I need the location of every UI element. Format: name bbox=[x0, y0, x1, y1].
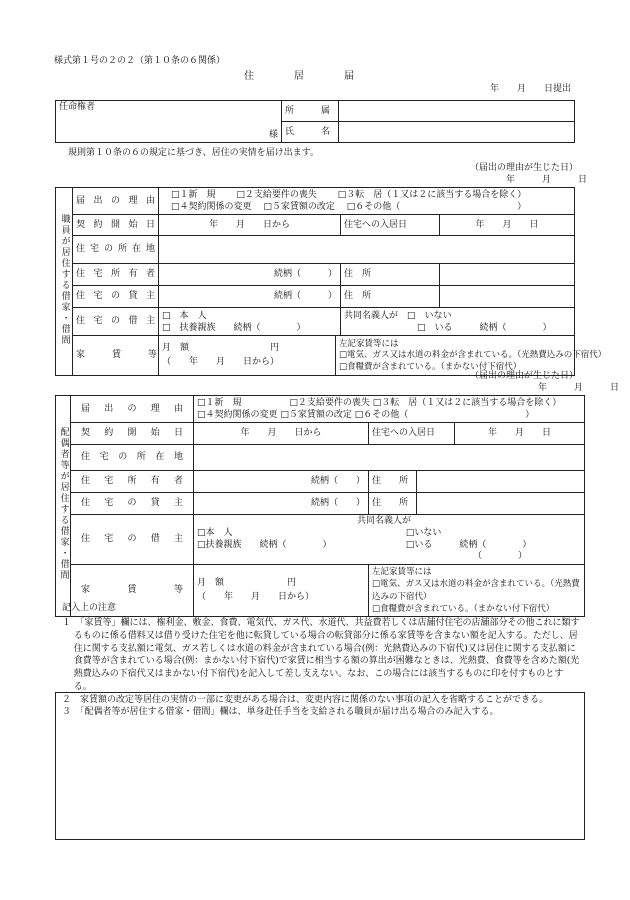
s1-joint-opts bbox=[341, 308, 575, 336]
s2-side-label: 配偶者等が居住する借家・借間 bbox=[56, 396, 71, 617]
s1-borrower-dependent[interactable]: □ 扶養親族 続柄（ ） bbox=[162, 322, 306, 333]
s2-borrower-self[interactable]: □本 人 bbox=[197, 527, 233, 538]
s1-lender-rel[interactable]: 続柄（ ） bbox=[159, 286, 341, 308]
s2-reason-other[interactable]: □６その他（ ） bbox=[354, 410, 535, 421]
s1-reason-rent[interactable]: □５家賃額の改定 bbox=[263, 202, 335, 213]
s2-owner-rel[interactable]: 続柄（ ） bbox=[194, 471, 369, 493]
s2-rent-note-head: 左記家賃等には bbox=[372, 567, 432, 578]
s1-reason-other[interactable]: □６その他（ ） bbox=[346, 202, 527, 213]
s1-address-label: 住宅の所在地 bbox=[73, 236, 159, 264]
s1-rent-note-utilities[interactable]: □電気、ガス又は水道の料金が含まれている。（光熱費込みの下宿代） bbox=[339, 350, 607, 361]
s2-reason-lost[interactable]: □２支給要件の喪失 bbox=[289, 398, 370, 408]
s1-borrower-opts bbox=[159, 308, 341, 336]
s2-reason-new[interactable]: □１新 規 bbox=[197, 398, 242, 408]
s2-owner-addr: 住 所 bbox=[369, 471, 417, 493]
s1-reason-label: 届出の理由 bbox=[73, 188, 159, 215]
s1-contract-label: 契約開始日 bbox=[73, 215, 159, 236]
s2-reason-date: 年 月 日 bbox=[538, 383, 620, 393]
s2-reason-date-note: （届出の理由が生じた日） bbox=[470, 371, 579, 381]
remarks-box[interactable] bbox=[55, 692, 585, 840]
s2-rent-amount: 月 額 円 bbox=[197, 578, 297, 589]
s1-rent-label: 家 賃 等 bbox=[73, 336, 159, 376]
s2-rent-note-meals[interactable]: □食糧費が含まれている。（まかない付下宿代） bbox=[372, 603, 555, 614]
s2-reason-label: 届出の理由 bbox=[71, 396, 194, 423]
notes-heading: 記入上の注意 bbox=[62, 603, 117, 613]
s1-owner-label: 住宅所有者 bbox=[73, 264, 159, 286]
s2-lender-label: 住宅の貸主 bbox=[71, 493, 194, 515]
s2-contract-label: 契約開始日 bbox=[71, 423, 194, 445]
s1-rent-amount-cell[interactable] bbox=[159, 336, 336, 376]
s1-rent-amount: 月 額 円 bbox=[162, 343, 280, 354]
s1-side-label: 職員が居住する借家・借間 bbox=[56, 188, 73, 376]
s2-address-field[interactable] bbox=[194, 445, 585, 471]
recipient-table bbox=[55, 100, 575, 143]
s1-rent-note-meals[interactable]: □食糧費が含まれている。（まかない付下宿代） bbox=[339, 361, 522, 372]
affiliation-label: 所 属 bbox=[282, 101, 339, 122]
s2-rent-amount-cell[interactable] bbox=[194, 565, 369, 617]
name-label: 氏 名 bbox=[282, 122, 339, 143]
s2-owner-addr-field[interactable] bbox=[417, 471, 585, 493]
s1-owner-addr-field[interactable] bbox=[440, 264, 575, 286]
s2-lender-addr-field[interactable] bbox=[417, 493, 585, 515]
s1-owner-rel[interactable]: 続柄（ ） bbox=[159, 264, 341, 286]
s2-rent-note-utilities[interactable]: □電気、ガス又は水道の料金が含まれている。（光熱費込みの下宿代） bbox=[372, 579, 580, 602]
s1-joint-label: 共同名義人が bbox=[344, 310, 399, 321]
s2-address-label: 住宅の所在地 bbox=[71, 445, 194, 471]
s2-borrower-opts bbox=[194, 515, 585, 565]
submit-date: 年 月 日提出 bbox=[490, 84, 572, 94]
s2-joint-exists[interactable]: □いる 続柄（ ） bbox=[405, 539, 532, 550]
authority-label: 任命権者 bbox=[59, 102, 96, 112]
s2-joint-rel-extra[interactable]: （ ） bbox=[473, 551, 528, 562]
s2-reason-contract[interactable]: □４契約関係の変更 bbox=[197, 410, 278, 421]
intro-text: 規則第１０条の６の規定に基づき、居住の実情を届け出ます。 bbox=[68, 148, 319, 158]
s2-reason-rent[interactable]: □５家賃額の改定 bbox=[280, 410, 352, 421]
affiliation-field[interactable] bbox=[339, 101, 575, 122]
s1-reason-date: 年 月 日 bbox=[506, 175, 588, 185]
s1-reason-date-note: （届出の理由が生じた日） bbox=[470, 163, 579, 173]
s1-lender-addr-field[interactable] bbox=[440, 286, 575, 308]
s1-rent-note-head: 左記家賃等には bbox=[339, 338, 399, 349]
s1-contract-value[interactable]: 年 月 日から bbox=[159, 215, 341, 236]
s2-reason-move[interactable]: □３転 居（１又は２に該当する場合を除く） bbox=[372, 398, 562, 408]
s2-lender-rel[interactable]: 続柄（ ） bbox=[194, 493, 369, 515]
s2-rent-label: 家 賃 等 bbox=[71, 565, 194, 617]
note-item-3: ３ 「配偶者等が居住する借家・借間」欄は、単身赴任手当を支給される職員が届け出る場合のみ記入する。 bbox=[62, 707, 499, 718]
note-item-1: １ 「家賃等」欄には、権利金、敷金、食費、電気代、ガス代、水道代、共益費若しくは店舗付住宅の店舗部分その他これに類するものに係る借料又は借り受けた住宅を他に転貸している場合の転貸部分に係る家賃等を含まない額を記入する。ただし、居住に関する支払額に電気、ガス若しくは水道の料金が含まれている場合(例：光熱費込みの下宿代)又は居住に関する支払額に食費等が含まれている場合(例：まかない付下宿代)で家賃に相当する額の算出が困難なときは、光熱費、食費等を含めた額(光熱費込みの下宿代又はまかない付下宿代)を記入して差し支えない。なお、この場合には該当するものに印を付すものとする。 bbox=[62, 618, 580, 692]
s2-rent-note bbox=[369, 565, 585, 617]
s1-owner-addr: 住 所 bbox=[341, 264, 440, 286]
s1-movein-label: 住宅への入居日 bbox=[341, 215, 440, 236]
s2-movein-label: 住宅への入居日 bbox=[369, 423, 455, 445]
s1-movein-value[interactable]: 年 月 日 bbox=[440, 215, 575, 236]
s1-reason-lost[interactable]: □２支給要件の喪失 bbox=[236, 190, 317, 200]
s1-borrower-self[interactable]: □ 本 人 bbox=[162, 310, 207, 321]
s2-joint-label: 共同名義人が bbox=[357, 516, 412, 527]
note-item-2: ２ 家賃額の改定等居住の実情の一部に変更がある場合は、変更内容に関係のない事項の記入を省略することができる。 bbox=[62, 694, 549, 705]
s1-address-field[interactable] bbox=[159, 236, 575, 264]
section2-table bbox=[55, 395, 585, 617]
sama-label: 様 bbox=[268, 130, 278, 141]
s2-owner-label: 住宅所有者 bbox=[71, 471, 194, 493]
s2-movein-value[interactable]: 年 月 日 bbox=[455, 423, 585, 445]
s1-lender-label: 住宅の貸主 bbox=[73, 286, 159, 308]
form-title: 住 居 届 bbox=[244, 71, 354, 82]
s2-borrower-dependent[interactable]: □扶養親族 続柄（ ） bbox=[197, 539, 332, 550]
s1-reason-move[interactable]: □３転 居（１又は２に該当する場合を除く） bbox=[337, 190, 527, 200]
s1-borrower-label: 住宅の借主 bbox=[73, 308, 159, 336]
s2-joint-none[interactable]: □いない bbox=[405, 527, 442, 538]
s1-reason-new[interactable]: □１新 規 bbox=[171, 190, 216, 200]
s1-reason-contract[interactable]: □４契約関係の変更 bbox=[171, 202, 252, 213]
name-field[interactable] bbox=[339, 122, 575, 143]
s1-reasons bbox=[159, 188, 575, 215]
s1-joint-exists[interactable]: □ いる 続柄（ ） bbox=[417, 322, 552, 333]
s2-reasons bbox=[194, 396, 585, 423]
s2-rent-from: （ 年 月 日から） bbox=[197, 591, 315, 602]
authority-cell bbox=[56, 101, 282, 143]
s1-lender-addr: 住 所 bbox=[341, 286, 440, 308]
s2-contract-value[interactable]: 年 月 日から bbox=[194, 423, 369, 445]
s1-rent-from: （ 年 月 日から） bbox=[162, 356, 280, 367]
s2-borrower-label: 住宅の借主 bbox=[71, 515, 194, 565]
s1-joint-none[interactable]: □ いない bbox=[407, 310, 452, 321]
form-number: 様式第１号の２の２（第１０条の６関係） bbox=[54, 56, 226, 66]
s2-lender-addr: 住 所 bbox=[369, 493, 417, 515]
